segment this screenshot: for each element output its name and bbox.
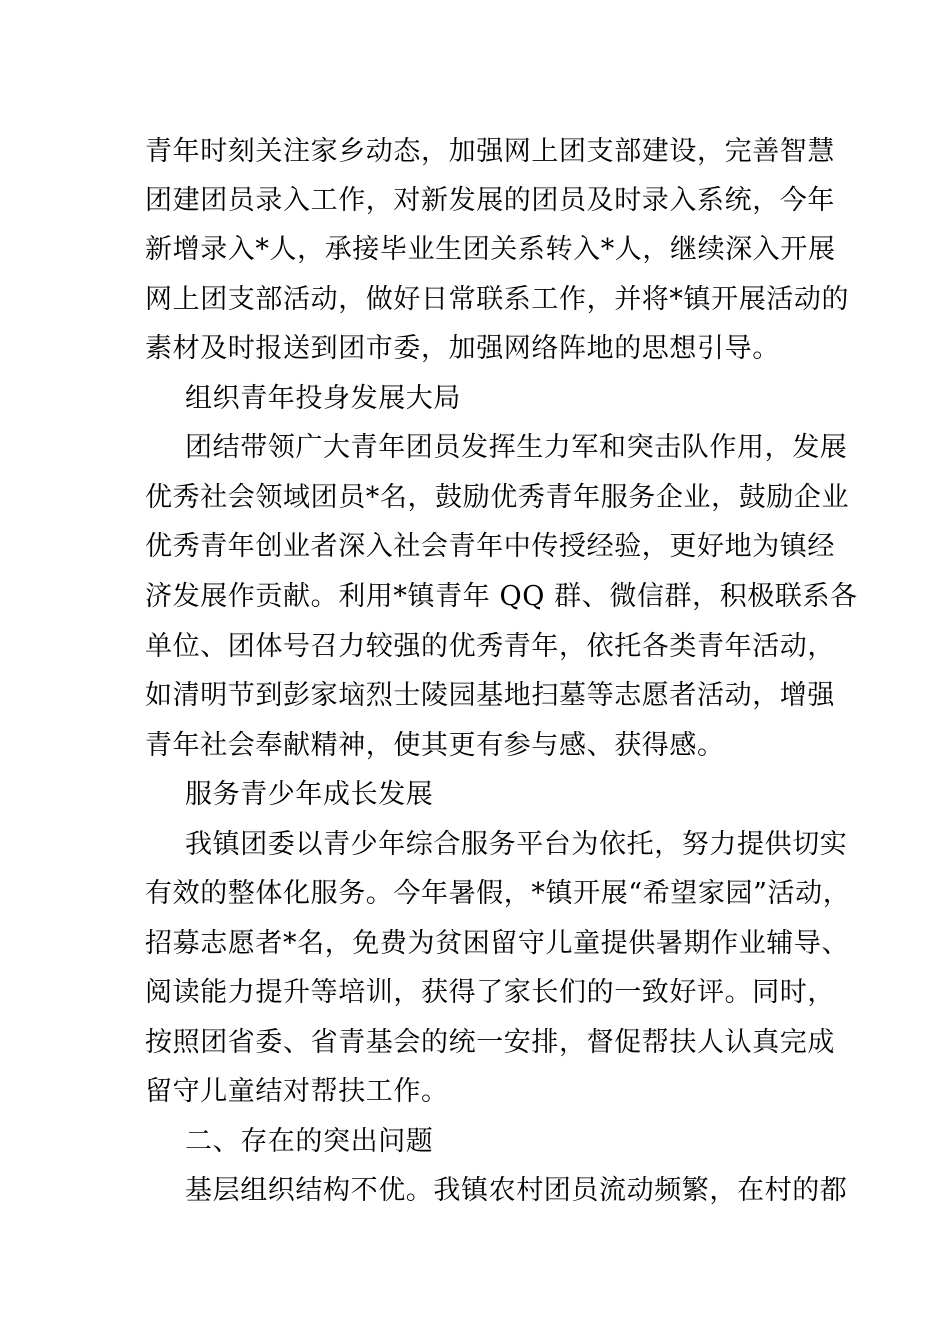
text-line: 按照团省委、省青基会的统一安排，督促帮扶人认真完成 [145, 1027, 835, 1058]
text-line: 青年社会奉献精神，使其更有参与感、获得感。 [145, 730, 725, 761]
text-line: 有效的整体化服务。今年暑假，*镇开展“希望家园”活动， [145, 878, 851, 909]
text-line: 新增录入*人，承接毕业生团关系转入*人，继续深入开展 [145, 234, 836, 265]
text-line: 优秀社会领域团员*名，鼓励优秀青年服务企业，鼓励企业 [145, 482, 850, 513]
text-line: 素材及时报送到团市委，加强网络阵地的思想引导。 [145, 333, 780, 364]
paragraph-start: 团结带领广大青年团员发挥生力军和突击队作用，发展 [185, 432, 848, 463]
section-heading: 服务青少年成长发展 [185, 779, 434, 810]
text-line: 团建团员录入工作，对新发展的团员及时录入系统，今年 [145, 185, 835, 216]
paragraph-start: 我镇团委以青少年综合服务平台为依托，努力提供切实 [185, 829, 848, 860]
text-line: 青年时刻关注家乡动态，加强网上团支部建设，完善智慧 [145, 136, 835, 167]
text-line: 优秀青年创业者深入社会青年中传授经验，更好地为镇经 [145, 531, 835, 562]
text-line: 留守儿童结对帮扶工作。 [145, 1076, 449, 1107]
text-line: 济发展作贡献。利用*镇青年 QQ 群、微信群，积极联系各 [145, 581, 858, 612]
text-line: 网上团支部活动，做好日常联系工作，并将*镇开展活动的 [145, 284, 850, 315]
paragraph-start: 基层组织结构不优。我镇农村团员流动频繁，在村的都 [185, 1175, 848, 1206]
section-heading: 二、存在的突出问题 [185, 1126, 434, 1157]
text-line: 招募志愿者*名，免费为贫困留守儿童提供暑期作业辅导、 [145, 928, 850, 959]
text-line: 单位、团体号召力较强的优秀青年，依托各类青年活动， [145, 631, 835, 662]
text-line: 阅读能力提升等培训，获得了家长们的一致好评。同时， [145, 977, 835, 1008]
text-line: 如清明节到彭家垴烈士陵园基地扫墓等志愿者活动，增强 [145, 680, 835, 711]
section-heading: 组织青年投身发展大局 [185, 383, 461, 414]
